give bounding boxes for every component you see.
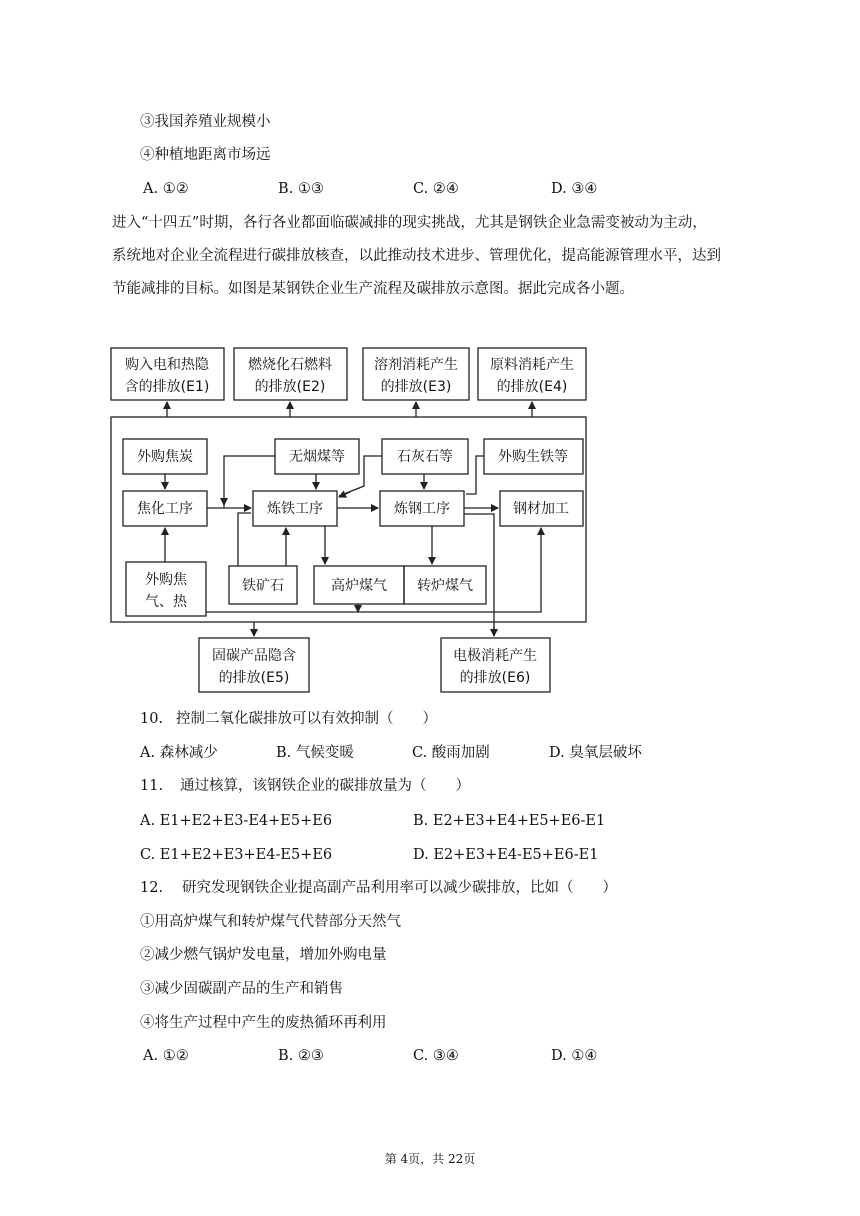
q10-number: 10. bbox=[140, 711, 164, 727]
node-waigou-shengtie: 外购生铁等 bbox=[498, 449, 568, 465]
q10-option-a: A. 森林减少 bbox=[140, 745, 218, 761]
q9-option-b: B. ①③ bbox=[278, 181, 324, 197]
q10-option-b: B. 气候变暖 bbox=[276, 745, 354, 761]
node-jiaohua: 焦化工序 bbox=[137, 501, 193, 517]
statement-4: ④种植地距离市场远 bbox=[140, 147, 271, 163]
q12-option-a: A. ①② bbox=[143, 1048, 189, 1064]
intro-line-2: 系统地对企业全流程进行碳排放核查，以此推动技术进步、管理优化，提高能源管理水平，达到 bbox=[112, 248, 721, 264]
q10-option-c: C. 酸雨加剧 bbox=[412, 745, 490, 761]
e3-label-line2: 的排放(E3) bbox=[380, 379, 452, 395]
node-liantie: 炼铁工序 bbox=[267, 501, 323, 517]
node-waigou-jiaoqi-line1: 外购焦 bbox=[145, 572, 187, 588]
page-footer: 第 4页，共 22页 bbox=[384, 1152, 476, 1166]
e6-label-line1: 电极消耗产生 bbox=[453, 648, 537, 664]
e5-label-line2: 的排放(E5) bbox=[218, 670, 290, 686]
e1-label-line2: 含的排放(E1) bbox=[124, 379, 210, 395]
statement-3: ③我国养殖业规模小 bbox=[140, 114, 271, 130]
q12-item-4: ④将生产过程中产生的废热循环再利用 bbox=[140, 1015, 387, 1031]
e4-label-line1: 原料消耗产生 bbox=[490, 357, 574, 373]
q10-option-d: D. 臭氧层破坏 bbox=[549, 745, 642, 761]
e5-label-line1: 固碳产品隐含 bbox=[212, 648, 296, 664]
q11-option-b: B. E2+E3+E4+E5+E6-E1 bbox=[413, 813, 606, 829]
node-waigou-jiaotan: 外购焦炭 bbox=[137, 449, 193, 465]
q9-option-c: C. ②④ bbox=[413, 181, 459, 197]
q12-item-3: ③减少固碳副产品的生产和销售 bbox=[140, 981, 343, 997]
q12-option-d: D. ①④ bbox=[551, 1048, 598, 1064]
q12-number: 12. bbox=[140, 880, 164, 896]
q11-option-c: C. E1+E2+E3+E4-E5+E6 bbox=[140, 847, 333, 863]
q12-option-c: C. ③④ bbox=[413, 1048, 459, 1064]
node-liangang: 炼钢工序 bbox=[394, 501, 450, 517]
node-tiekuangshi: 铁矿石 bbox=[242, 578, 284, 594]
e1-label-line1: 购入电和热隐 bbox=[125, 357, 209, 373]
node-zhuanlu: 转炉煤气 bbox=[417, 578, 473, 594]
q12-stem: 研究发现钢铁企业提高副产品利用率可以减少碳排放，比如（ ） bbox=[182, 880, 617, 896]
intro-line-1: 进入“十四五”时期，各行各业都面临碳减排的现实挑战，尤其是钢铁企业急需变被动为主动， bbox=[112, 215, 707, 231]
q11-stem: 通过核算，该钢铁企业的碳排放量为（ ） bbox=[180, 778, 470, 794]
q9-option-a: A. ①② bbox=[143, 181, 189, 197]
q10-stem: 控制二氧化碳排放可以有效抑制（ ） bbox=[176, 711, 437, 727]
q11-option-a: A. E1+E2+E3-E4+E5+E6 bbox=[140, 813, 333, 829]
node-shihuishi: 石灰石等 bbox=[397, 449, 453, 465]
q9-option-d: D. ③④ bbox=[551, 181, 598, 197]
q12-item-2: ②减少燃气锅炉发电量，增加外购电量 bbox=[140, 947, 387, 963]
node-gangcai: 钢材加工 bbox=[513, 501, 569, 517]
e2-label-line1: 燃烧化石燃料 bbox=[248, 357, 332, 373]
e6-label-line2: 的排放(E6) bbox=[459, 670, 531, 686]
q12-item-1: ①用高炉煤气和转炉煤气代替部分天然气 bbox=[140, 914, 401, 930]
node-waigou-jiaoqi-line2: 气、热 bbox=[145, 594, 187, 610]
e4-label-line2: 的排放(E4) bbox=[496, 379, 568, 395]
e3-label-line1: 溶剂消耗产生 bbox=[374, 357, 458, 373]
intro-line-3: 节能减排的目标。如图是某钢铁企业生产流程及碳排放示意图。据此完成各小题。 bbox=[112, 281, 634, 297]
q11-option-d: D. E2+E3+E4-E5+E6-E1 bbox=[413, 847, 599, 863]
q12-option-b: B. ②③ bbox=[278, 1048, 324, 1064]
q11-number: 11. bbox=[140, 778, 164, 794]
node-wuyanmei: 无烟煤等 bbox=[289, 449, 345, 465]
e2-label-line2: 的排放(E2) bbox=[254, 379, 326, 395]
node-gaolu: 高炉煤气 bbox=[331, 578, 387, 594]
